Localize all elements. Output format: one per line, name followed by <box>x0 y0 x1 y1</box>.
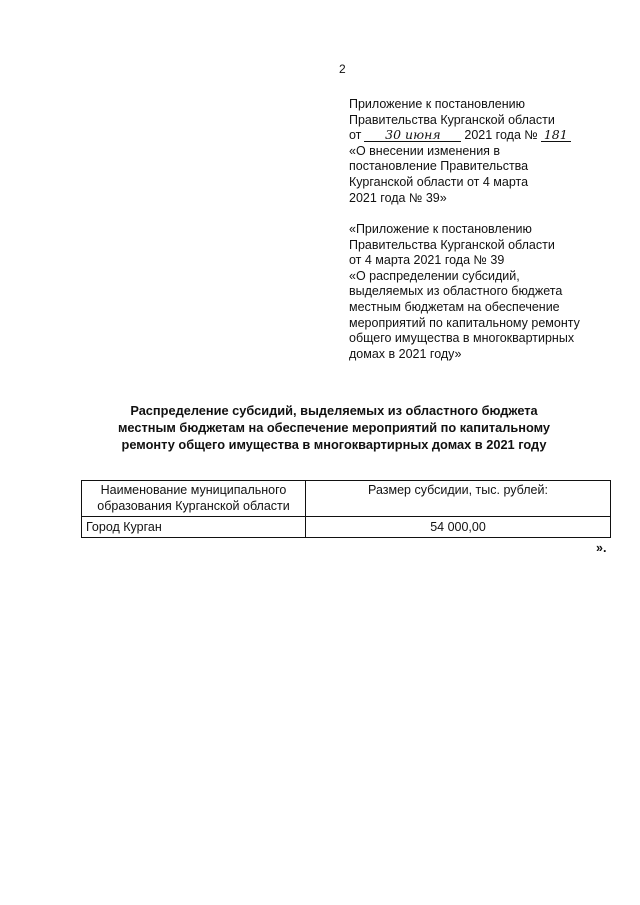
column-header-amount: Размер субсидии, тыс. рублей: <box>306 481 611 517</box>
date-prefix: от <box>349 128 362 143</box>
handwritten-number: 181 <box>541 129 571 142</box>
appendix-line: Приложение к постановлению <box>349 97 525 111</box>
appendix-line: Курганской области от 4 марта <box>349 174 529 189</box>
appendix-date-line <box>349 128 619 144</box>
title-line: местным бюджетам на обеспечение мероприятий по капитальному <box>117 420 551 435</box>
annex-line: выделяемых из областного бюджета <box>349 284 563 299</box>
header-text: Наименование муниципального <box>100 483 287 497</box>
annex-line: «Приложение к постановлению <box>349 222 532 236</box>
page-number: 2 <box>339 62 346 76</box>
appendix-header <box>349 97 619 206</box>
document-title <box>70 402 598 453</box>
appendix-line: постановление Правительства <box>349 159 529 174</box>
table-row <box>82 517 611 538</box>
annex-line: «О распределении субсидий, <box>349 268 520 283</box>
column-header-municipality <box>82 481 306 517</box>
table-header-row <box>82 481 611 517</box>
annex-line: общего имущества в многоквартирных <box>349 331 575 346</box>
amount-cell: 54 000,00 <box>306 517 611 538</box>
handwritten-date: 30 июня <box>364 129 461 142</box>
closing-quote: ». <box>596 541 607 555</box>
municipality-cell: Город Курган <box>82 517 306 538</box>
annex-line: Правительства Курганской области <box>349 237 555 252</box>
year-number-label: 2021 года № <box>464 128 538 143</box>
annex-line: мероприятий по капитальному ремонту <box>349 315 580 330</box>
annex-header <box>349 222 619 362</box>
title-line: ремонту общего имущества в многоквартирных домах в 2021 году <box>121 437 547 452</box>
title-line: Распределение субсидий, выделяемых из областного бюджета <box>130 403 538 418</box>
annex-line: от 4 марта 2021 года № 39 <box>349 253 505 268</box>
annex-line: домах в 2021 году» <box>349 346 462 361</box>
appendix-line: 2021 года № 39» <box>349 190 447 205</box>
appendix-line: «О внесении изменения в <box>349 143 501 158</box>
header-text: образования Курганской области <box>97 498 290 513</box>
appendix-line: Правительства Курганской области <box>349 112 555 127</box>
annex-line: местным бюджетам на обеспечение <box>349 299 560 314</box>
distribution-table <box>81 480 611 538</box>
